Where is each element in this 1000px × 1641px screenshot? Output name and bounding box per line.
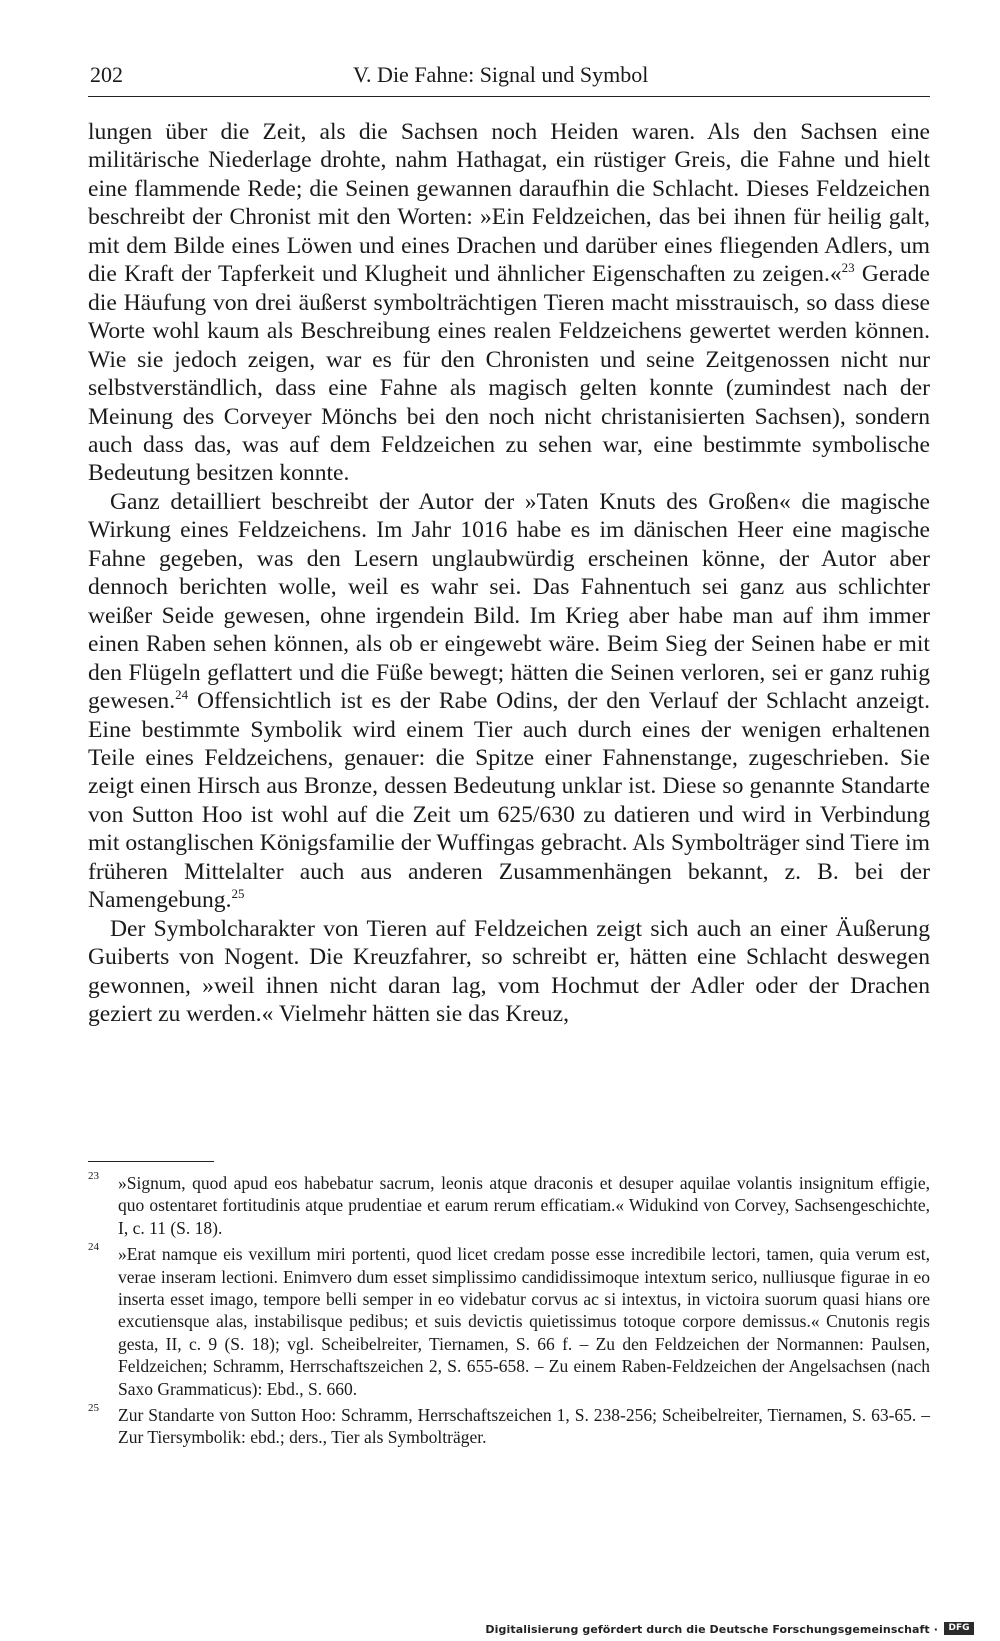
footnote-number: 25 [88,1402,99,1415]
text-run: Der Symbolcharakter von Tieren auf Feldzeichen zeigt sich auch an einer Äußerung Guiberts von Nogent. Die Kreuzfahrer, so schreibt er, hätten eine Schlacht deswegen gewonnen, »weil ihnen nicht daran lag, vom Hochmut der Adler oder der Drachen geziert zu werden.« Vielmehr hätten sie das Kreuz, [88,915,930,1028]
page-number: 202 [90,62,123,87]
footnote-24 [88,1243,930,1400]
footnotes [88,1172,930,1453]
main-text [88,118,930,1029]
footnote-ref-24: 24 [175,686,189,702]
paragraph-1 [88,118,930,488]
footnote-25 [88,1404,930,1449]
footnote-number: 23 [88,1170,99,1182]
footnote-number: 24 [88,1241,99,1254]
text-run: Ganz detailliert beschreibt der Autor der »Taten Knuts des Großen« die magische Wirkung eines Feldzeichens. Im Jahr 1016 habe es im dänischen Heer eine magische Fahne gegeben, was den Lesern unglaubwürdig erscheinen könne, der Autor aber dennoch berichten wolle, weil es wahr sei. Das Fahnentuch sei ganz aus schlichter weißer Seide gewesen, ohne irgendein Bild. Im Krieg aber habe man auf ihm immer einen Raben sehen können, als ob er eingewebt wäre. Beim Sieg der Seinen habe er mit den Flügeln geflattert und die Füße bewegt; hätten die Seinen verloren, sei er ganz ruhig gewesen. [88,488,930,715]
footnote-separator [88,1161,214,1162]
footnote-text: Zur Standarte von Sutton Hoo: Schramm, Herrschaftszeichen 1, S. 238-256; Scheibelreiter, Tiernamen, S. 63-65. – Zur Tiersymbolik: ebd.; ders., Tier als Symbolträger. [118,1405,930,1448]
footnote-ref-23: 23 [841,260,855,276]
paragraph-3 [88,915,930,1029]
footnote-23 [88,1172,930,1239]
footnote-text: »Signum, quod apud eos habebatur sacrum, leonis atque draconis et desuper aquilae volantis insignitum effigie, quo ostentaret fortitudinis atque prudentiae et earum rerum efficatiam.« Widukind von Corvey, Sachsengeschichte, I, c. 11 (S. 18). [118,1173,930,1238]
digitization-credit: Digitalisierung gefördert durch die Deutsche Forschungsgemeinschaft · [485,1623,938,1636]
text-run: Gerade die Häufung von drei äußerst symbolträchtigen Tieren macht misstrauisch, so dass diese Worte wohl kaum als Beschreibung eines realen Feldzeichens gewertet werden können. Wie sie jedoch zeigen, war es für den Chronisten und seine Zeitgenossen nicht nur selbstverständlich, dass eine Fahne als magisch gelten konnte (zumindest nach der Meinung des Corveyer Mönchs bei den noch nicht christanisierten Sachsen), sondern auch dass das, was auf dem Feldzeichen zu sehen war, eine bestimmte symbolische Bedeutung besitzen konnte. [88,261,930,487]
page-header [88,58,930,92]
text-run: lungen über die Zeit, als die Sachsen noch Heiden waren. Als den Sachsen eine militärische Niederlage drohte, nahm Hathagat, ein rüstiger Greis, die Fahne und hielt eine flammende Rede; die Seinen gewannen daraufhin die Schlacht. Dieses Feldzeichen beschreibt der Chronist mit den Worten: »Ein Feldzeichen, das bei ihnen für heilig galt, mit dem Bilde eines Löwen und eines Drachen und darüber eines fliegenden Adlers, um die Kraft der Tapferkeit und Klugheit und ähnlicher Eigenschaften zu zeigen.« [88,119,930,288]
text-run: Offensichtlich ist es der Rabe Odins, der den Verlauf der Schlacht anzeigt. Eine bestimmte Symbolik wird einem Tier auch durch eines der wenigen erhaltenen Teile eines Feldzeichens, genauer: die Spitze einer Fahnenstange, zugeschrieben. Sie zeigt einen Hirsch aus Bronze, dessen Bedeutung unklar ist. Diese so genannte Standarte von Sutton Hoo ist wohl auf die Zeit um 625/630 zu datieren und wird in Verbindung mit ostanglischen Königsfamilie der Wuffingas gebracht. Als Symbolträger sind Tiere im früheren Mittelalter auch aus anderen Zusammenhängen bekannt, z. B. bei der Namengebung. [88,688,930,914]
footnote-text: »Erat namque eis vexillum miri portenti, quod licet credam posse esse incredibile lectori, tamen, quia verum est, verae inseram lectioni. Enimvero dum esset simplissimo candidissimoque intextum serico, nulliusque figurae in eo inserta esset imago, tempore belli semper in eo videbatur corvus ac si intextus, in victoira suorum quasi hians ore excutiensque alas, instabilisque pedibus; et suis devictis quietissimus totoque corpore demissus.« Cnutonis regis gesta, II, c. 9 (S. 18); vgl. Scheibelreiter, Tiernamen, S. 66 f. – Zu den Feldzeichen der Normannen: Paulsen, Feldzeichen; Schramm, Herrschaftszeichen 2, S. 655-658. – Zu einem Raben-Feldzeichen der Angelsachsen (nach Saxo Grammaticus): Ebd., S. 660. [118,1244,930,1399]
dfg-logo: DFG [944,1622,974,1635]
footnote-ref-25: 25 [231,886,245,902]
running-title: V. Die Fahne: Signal und Symbol [353,62,649,87]
paragraph-2 [88,488,930,915]
header-rule [88,96,930,97]
